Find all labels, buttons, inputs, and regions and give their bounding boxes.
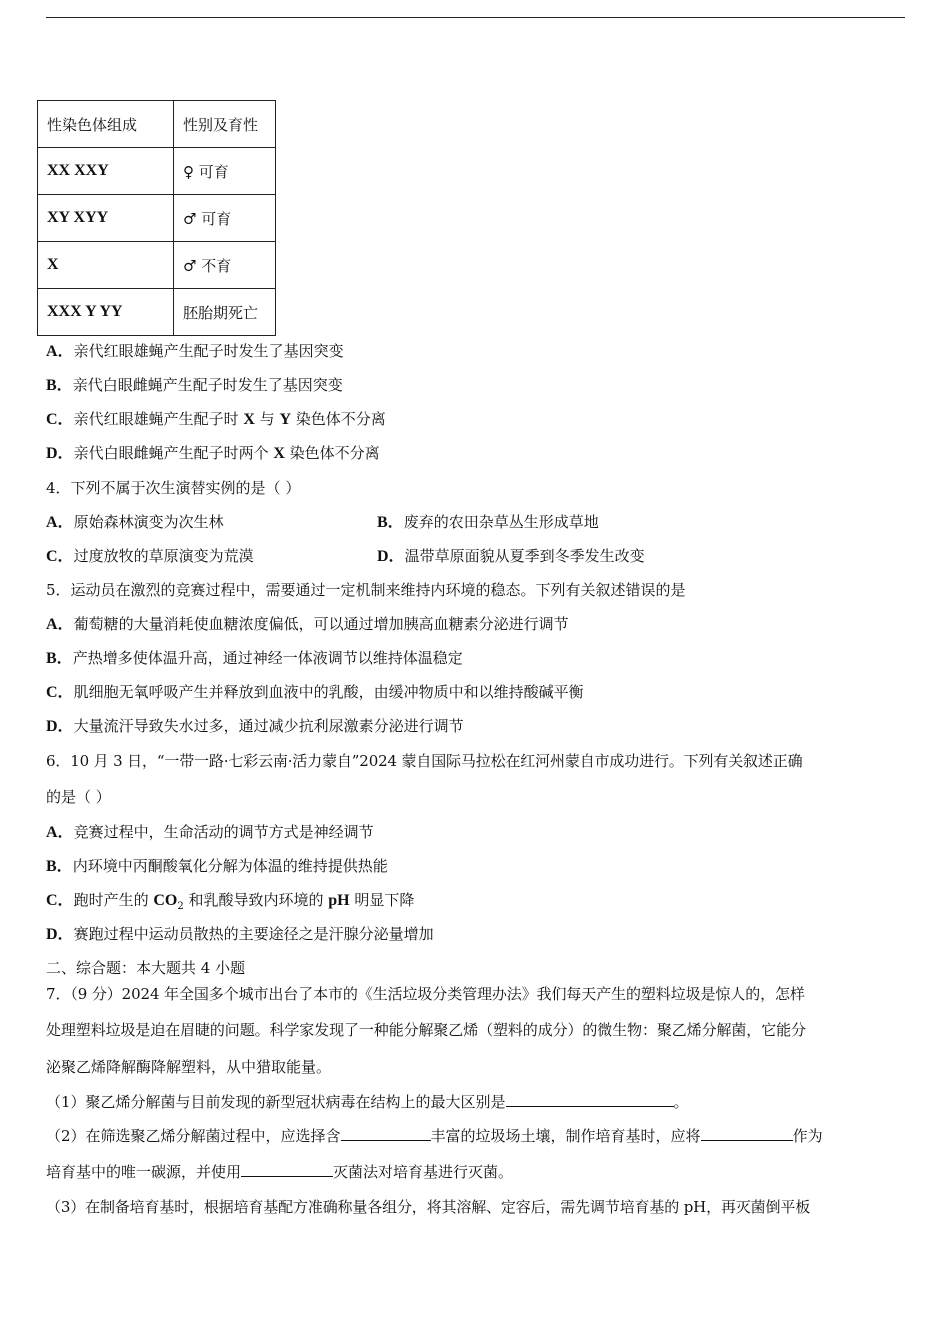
question-text: 。 [673, 1093, 689, 1111]
q5-option-a [46, 614, 569, 635]
option-text: 内环境中丙酮酸氧化分解为体温的维持提供热能 [72, 857, 388, 875]
question-text: （2）在筛选聚乙烯分解菌过程中，应选择含 [46, 1127, 341, 1145]
table-cell: ♂ 可育 [174, 195, 276, 242]
q3-option-c [46, 409, 386, 430]
option-text: 产热增多使体温升高，通过神经一体液调节以维持体温稳定 [72, 649, 463, 667]
option-text: 与 [254, 410, 280, 428]
q6-option-c [46, 890, 414, 917]
table-cell: ♂ 不育 [174, 242, 276, 289]
option-text: 肌细胞无氧呼吸产生并释放到血液中的乳酸，由缓冲物质中和以维持酸碱平衡 [73, 683, 584, 701]
table-row [38, 289, 276, 336]
option-text: 明显下降 [349, 891, 415, 909]
table-cell: XXX Y YY [38, 289, 174, 336]
option-text: 赛跑过程中运动员散热的主要途径之是汗腺分泌量增加 [73, 925, 434, 943]
answer-blank[interactable] [506, 1092, 674, 1107]
q7-line3: 泌聚乙烯降解酶降解塑料，从中猎取能量。 [46, 1058, 332, 1076]
q7-line2: 处理塑料垃圾是迫在眉睫的问题。科学家发现了一种能分解聚乙烯（塑料的成分）的微生物：聚乙烯分解菌，它能分 [46, 1021, 806, 1039]
option-label: C． [46, 411, 74, 428]
option-text: 大量流汗导致失水过多，通过减少抗利尿激素分泌进行调节 [73, 717, 464, 735]
q7-sub2 [46, 1126, 823, 1146]
table-cell: X [38, 242, 174, 289]
q6-option-b [46, 856, 388, 877]
option-label: A． [46, 824, 74, 841]
option-text: 染色体不分离 [284, 444, 380, 462]
q7-sub2-cont [46, 1162, 513, 1182]
option-text: 温带草原面貌从夏季到冬季发生改变 [404, 547, 645, 565]
header-rule [46, 17, 905, 18]
chromosome-table [37, 100, 276, 336]
answer-blank[interactable] [341, 1126, 431, 1141]
option-label: A． [46, 343, 74, 360]
option-text: 染色体不分离 [291, 410, 386, 428]
q7-sub1 [46, 1092, 689, 1112]
table-header-row [38, 101, 276, 148]
table-header-cell: 性染色体组成 [38, 101, 174, 148]
option-label: C． [46, 548, 74, 565]
option-text: Y [279, 411, 292, 428]
question-text: 培育基中的唯一碳源，并使用 [46, 1163, 242, 1181]
q6-option-a [46, 822, 374, 843]
q5-option-c [46, 682, 584, 703]
option-text: 过度放牧的草原演变为荒漠 [73, 547, 254, 565]
question-text: 作为 [792, 1127, 823, 1145]
option-text: 原始森林演变为次生林 [73, 513, 224, 531]
option-text: 竞赛过程中，生命活动的调节方式是神经调节 [73, 823, 374, 841]
option-text: 废弃的农田杂草丛生形成草地 [403, 513, 599, 531]
option-text: 亲代红眼雄蝇产生配子时 [73, 410, 244, 428]
q7-line1: 7．（9 分）2024 年全国多个城市出台了本市的《生活垃圾分类管理办法》我们每天产生的塑料垃圾是惊人的，怎样 [46, 985, 805, 1003]
q3-option-a [46, 341, 344, 362]
option-text: X [243, 411, 255, 428]
q6-stem-line1: 6．10 月 3 日，“一带一路·七彩云南·活力蒙自”2024 蒙自国际马拉松在红河州蒙自市成功进行。下列有关叙述正确 [46, 752, 803, 770]
q3-option-b [46, 375, 343, 396]
q6-option-d [46, 924, 434, 945]
table-cell: XX XXY [38, 148, 174, 195]
option-label: D． [377, 548, 405, 565]
table-cell: 胚胎期死亡 [174, 289, 276, 336]
option-text: 亲代红眼雄蝇产生配子时发生了基因突变 [73, 342, 344, 360]
section-title: 二、综合题：本大题共 4 小题 [46, 959, 246, 977]
option-text: 亲代白眼雌蝇产生配子时发生了基因突变 [72, 376, 343, 394]
table-cell: XY XYY [38, 195, 174, 242]
option-label: A． [46, 514, 74, 531]
question-text: （1）聚乙烯分解菌与目前发现的新型冠状病毒在结构上的最大区别是 [46, 1093, 506, 1111]
table-row [38, 195, 276, 242]
option-label: A． [46, 616, 74, 633]
answer-blank[interactable] [241, 1162, 333, 1177]
table-row [38, 148, 276, 195]
answer-blank[interactable] [701, 1126, 793, 1141]
q6-stem-line2: 的是（ ） [46, 788, 111, 806]
q4-option-b [377, 512, 599, 533]
option-text: 跑时产生的 [73, 891, 154, 909]
option-label: B． [377, 514, 404, 531]
option-text: 和乳酸导致内环境的 [183, 891, 329, 909]
table-header-cell: 性别及育性 [174, 101, 276, 148]
co2-formula: CO [153, 892, 178, 909]
option-label: B． [46, 858, 73, 875]
co2-subscript: 2 [177, 901, 184, 912]
option-text: X [273, 445, 285, 462]
q4-option-d [377, 546, 645, 567]
q7-sub3: （3）在制备培育基时，根据培育基配方准确称量各组分，将其溶解、定容后，需先调节培育基的 pH，再灭菌倒平板 [46, 1198, 811, 1216]
q5-stem: 5．运动员在激烈的竞赛过程中，需要通过一定机制来维持内环境的稳态。下列有关叙述错误的是 [46, 581, 686, 599]
option-text: 亲代白眼雌蝇产生配子时两个 [73, 444, 274, 462]
option-label: D． [46, 445, 74, 462]
option-label: C． [46, 892, 74, 909]
table-row [38, 242, 276, 289]
q4-stem: 4．下列不属于次生演替实例的是（ ） [46, 479, 301, 497]
question-text: 灭菌法对培育基进行灭菌。 [333, 1163, 514, 1181]
option-label: B． [46, 377, 73, 394]
option-label: D． [46, 718, 74, 735]
option-label: C． [46, 684, 74, 701]
q3-option-d [46, 443, 380, 464]
q4-option-a [46, 512, 224, 533]
option-text: 葡萄糖的大量消耗使血糖浓度偏低，可以通过增加胰高血糖素分泌进行调节 [73, 615, 569, 633]
table-cell: ♀ 可育 [174, 148, 276, 195]
q5-option-b [46, 648, 463, 669]
option-label: D． [46, 926, 74, 943]
q5-option-d [46, 716, 464, 737]
question-text: 丰富的垃圾场土壤，制作培育基时，应将 [430, 1127, 701, 1145]
option-label: B． [46, 650, 73, 667]
ph-symbol: pH [328, 892, 350, 909]
q4-option-c [46, 546, 254, 567]
